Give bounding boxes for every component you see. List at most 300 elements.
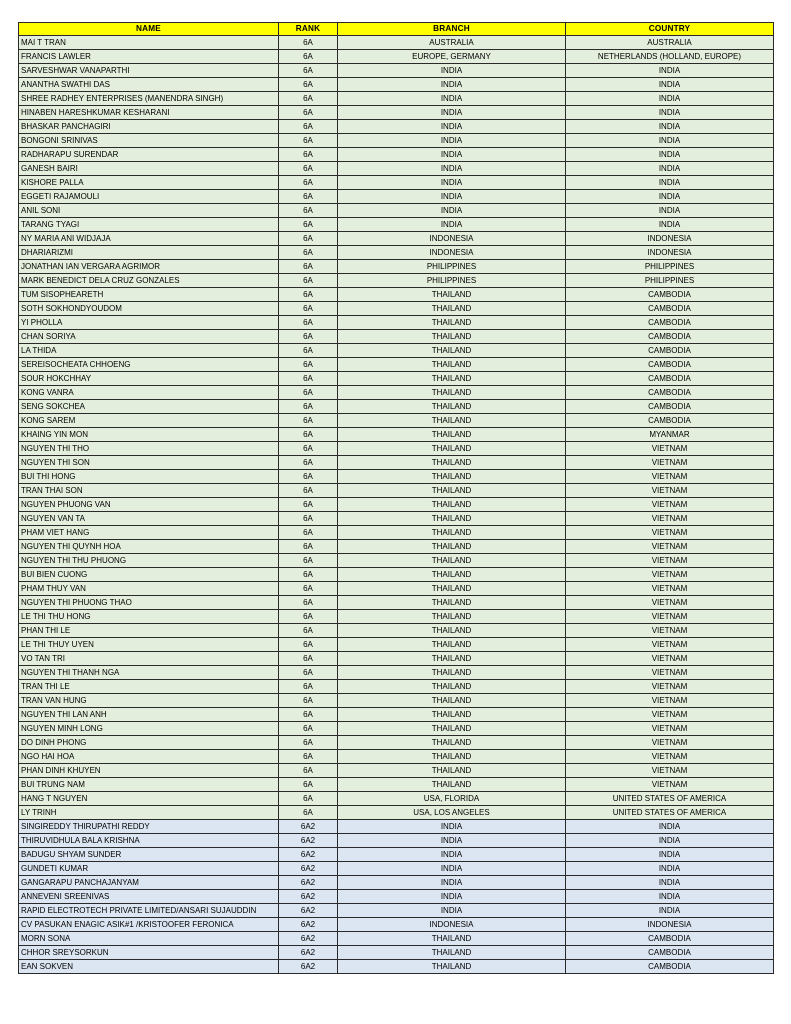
cell-branch[interactable]: THAILAND: [338, 694, 566, 708]
cell-rank[interactable]: 6A: [279, 400, 338, 414]
cell-name[interactable]: NGUYEN THI LAN ANH: [19, 708, 279, 722]
cell-country[interactable]: INDIA: [566, 218, 774, 232]
cell-branch[interactable]: THAILAND: [338, 372, 566, 386]
cell-branch[interactable]: THAILAND: [338, 750, 566, 764]
table-row[interactable]: [19, 204, 774, 218]
cell-name[interactable]: ANNEVENI SREENIVAS: [19, 890, 279, 904]
cell-country[interactable]: PHILIPPINES: [566, 260, 774, 274]
cell-branch[interactable]: THAILAND: [338, 946, 566, 960]
cell-branch[interactable]: THAILAND: [338, 764, 566, 778]
table-row[interactable]: [19, 400, 774, 414]
cell-rank[interactable]: 6A2: [279, 820, 338, 834]
cell-rank[interactable]: 6A2: [279, 834, 338, 848]
cell-branch[interactable]: EUROPE, GERMANY: [338, 50, 566, 64]
cell-rank[interactable]: 6A: [279, 694, 338, 708]
cell-country[interactable]: VIETNAM: [566, 470, 774, 484]
table-row[interactable]: [19, 904, 774, 918]
cell-branch[interactable]: INDIA: [338, 120, 566, 134]
cell-branch[interactable]: THAILAND: [338, 722, 566, 736]
cell-rank[interactable]: 6A: [279, 176, 338, 190]
cell-country[interactable]: INDIA: [566, 890, 774, 904]
cell-country[interactable]: VIETNAM: [566, 526, 774, 540]
cell-branch[interactable]: THAILAND: [338, 526, 566, 540]
cell-name[interactable]: BUI TRUNG NAM: [19, 778, 279, 792]
cell-country[interactable]: VIETNAM: [566, 624, 774, 638]
cell-name[interactable]: LE THI THU HONG: [19, 610, 279, 624]
cell-name[interactable]: TRAN VAN HUNG: [19, 694, 279, 708]
cell-name[interactable]: CHAN SORIYA: [19, 330, 279, 344]
cell-country[interactable]: VIETNAM: [566, 708, 774, 722]
cell-name[interactable]: VO TAN TRI: [19, 652, 279, 666]
cell-branch[interactable]: INDIA: [338, 64, 566, 78]
cell-rank[interactable]: 6A: [279, 554, 338, 568]
cell-country[interactable]: INDIA: [566, 876, 774, 890]
cell-rank[interactable]: 6A: [279, 582, 338, 596]
table-row[interactable]: [19, 848, 774, 862]
cell-country[interactable]: MYANMAR: [566, 428, 774, 442]
cell-country[interactable]: CAMBODIA: [566, 344, 774, 358]
cell-branch[interactable]: INDIA: [338, 204, 566, 218]
cell-country[interactable]: CAMBODIA: [566, 932, 774, 946]
cell-branch[interactable]: INDONESIA: [338, 246, 566, 260]
cell-branch[interactable]: THAILAND: [338, 428, 566, 442]
cell-branch[interactable]: INDONESIA: [338, 918, 566, 932]
cell-rank[interactable]: 6A: [279, 722, 338, 736]
cell-country[interactable]: INDIA: [566, 862, 774, 876]
cell-name[interactable]: SENG SOKCHEA: [19, 400, 279, 414]
table-row[interactable]: [19, 428, 774, 442]
cell-rank[interactable]: 6A: [279, 540, 338, 554]
cell-branch[interactable]: THAILAND: [338, 470, 566, 484]
cell-country[interactable]: VIETNAM: [566, 680, 774, 694]
cell-country[interactable]: CAMBODIA: [566, 330, 774, 344]
cell-rank[interactable]: 6A: [279, 624, 338, 638]
table-row[interactable]: [19, 442, 774, 456]
cell-name[interactable]: RADHARAPU SURENDAR: [19, 148, 279, 162]
cell-rank[interactable]: 6A: [279, 232, 338, 246]
cell-branch[interactable]: INDIA: [338, 848, 566, 862]
cell-country[interactable]: CAMBODIA: [566, 358, 774, 372]
cell-branch[interactable]: INDIA: [338, 134, 566, 148]
cell-branch[interactable]: THAILAND: [338, 344, 566, 358]
table-row[interactable]: [19, 792, 774, 806]
cell-name[interactable]: MORN SONA: [19, 932, 279, 946]
cell-rank[interactable]: 6A2: [279, 946, 338, 960]
cell-branch[interactable]: THAILAND: [338, 568, 566, 582]
cell-country[interactable]: INDIA: [566, 176, 774, 190]
cell-name[interactable]: TRAN THI LE: [19, 680, 279, 694]
table-row[interactable]: [19, 638, 774, 652]
cell-rank[interactable]: 6A: [279, 50, 338, 64]
cell-branch[interactable]: THAILAND: [338, 582, 566, 596]
table-row[interactable]: [19, 288, 774, 302]
cell-rank[interactable]: 6A: [279, 736, 338, 750]
table-row[interactable]: [19, 134, 774, 148]
table-row[interactable]: [19, 596, 774, 610]
cell-rank[interactable]: 6A: [279, 498, 338, 512]
cell-name[interactable]: FRANCIS LAWLER: [19, 50, 279, 64]
cell-name[interactable]: EAN SOKVEN: [19, 960, 279, 974]
table-row[interactable]: [19, 372, 774, 386]
table-row[interactable]: [19, 946, 774, 960]
cell-rank[interactable]: 6A: [279, 792, 338, 806]
table-row[interactable]: [19, 218, 774, 232]
cell-name[interactable]: NGUYEN PHUONG VAN: [19, 498, 279, 512]
table-row[interactable]: [19, 64, 774, 78]
cell-name[interactable]: HANG T NGUYEN: [19, 792, 279, 806]
cell-country[interactable]: VIETNAM: [566, 596, 774, 610]
cell-branch[interactable]: THAILAND: [338, 736, 566, 750]
cell-name[interactable]: BONGONI SRINIVAS: [19, 134, 279, 148]
table-row[interactable]: [19, 414, 774, 428]
table-row[interactable]: [19, 708, 774, 722]
cell-country[interactable]: VIETNAM: [566, 568, 774, 582]
cell-name[interactable]: NGUYEN THI QUYNH HOA: [19, 540, 279, 554]
table-row[interactable]: [19, 960, 774, 974]
cell-country[interactable]: CAMBODIA: [566, 302, 774, 316]
cell-name[interactable]: NY MARIA ANI WIDJAJA: [19, 232, 279, 246]
cell-branch[interactable]: THAILAND: [338, 386, 566, 400]
cell-name[interactable]: SEREISOCHEATA CHHOENG: [19, 358, 279, 372]
cell-branch[interactable]: INDIA: [338, 876, 566, 890]
cell-name[interactable]: KHAING YIN MON: [19, 428, 279, 442]
cell-name[interactable]: MAI T TRAN: [19, 36, 279, 50]
cell-branch[interactable]: THAILAND: [338, 596, 566, 610]
cell-name[interactable]: GUNDETI KUMAR: [19, 862, 279, 876]
cell-name[interactable]: NGUYEN THI THANH NGA: [19, 666, 279, 680]
cell-country[interactable]: CAMBODIA: [566, 400, 774, 414]
cell-name[interactable]: THIRUVIDHULA BALA KRISHNA: [19, 834, 279, 848]
cell-country[interactable]: VIETNAM: [566, 694, 774, 708]
table-row[interactable]: [19, 918, 774, 932]
cell-rank[interactable]: 6A2: [279, 848, 338, 862]
cell-name[interactable]: BUI BIEN CUONG: [19, 568, 279, 582]
cell-name[interactable]: SINGIREDDY THIRUPATHI REDDY: [19, 820, 279, 834]
cell-branch[interactable]: INDIA: [338, 92, 566, 106]
cell-name[interactable]: ANANTHA SWATHI DAS: [19, 78, 279, 92]
cell-rank[interactable]: 6A2: [279, 890, 338, 904]
table-row[interactable]: [19, 190, 774, 204]
cell-name[interactable]: YI PHOLLA: [19, 316, 279, 330]
cell-rank[interactable]: 6A: [279, 428, 338, 442]
cell-branch[interactable]: INDIA: [338, 190, 566, 204]
table-row[interactable]: [19, 512, 774, 526]
cell-branch[interactable]: THAILAND: [338, 554, 566, 568]
cell-name[interactable]: TARANG TYAGI: [19, 218, 279, 232]
cell-country[interactable]: INDIA: [566, 92, 774, 106]
cell-country[interactable]: VIETNAM: [566, 736, 774, 750]
cell-rank[interactable]: 6A: [279, 568, 338, 582]
cell-name[interactable]: LY TRINH: [19, 806, 279, 820]
cell-branch[interactable]: THAILAND: [338, 680, 566, 694]
cell-rank[interactable]: 6A: [279, 92, 338, 106]
cell-rank[interactable]: 6A: [279, 414, 338, 428]
cell-branch[interactable]: THAILAND: [338, 330, 566, 344]
cell-country[interactable]: INDIA: [566, 820, 774, 834]
cell-rank[interactable]: 6A2: [279, 960, 338, 974]
cell-country[interactable]: CAMBODIA: [566, 386, 774, 400]
table-row[interactable]: [19, 568, 774, 582]
cell-branch[interactable]: THAILAND: [338, 652, 566, 666]
table-row[interactable]: [19, 470, 774, 484]
cell-branch[interactable]: INDIA: [338, 890, 566, 904]
table-row[interactable]: [19, 274, 774, 288]
table-row[interactable]: [19, 820, 774, 834]
cell-name[interactable]: RAPID ELECTROTECH PRIVATE LIMITED/ANSARI SUJAUDDIN: [19, 904, 279, 918]
cell-rank[interactable]: 6A: [279, 134, 338, 148]
cell-branch[interactable]: INDIA: [338, 218, 566, 232]
cell-branch[interactable]: THAILAND: [338, 316, 566, 330]
cell-country[interactable]: CAMBODIA: [566, 372, 774, 386]
cell-country[interactable]: AUSTRALIA: [566, 36, 774, 50]
cell-country[interactable]: INDIA: [566, 148, 774, 162]
table-row[interactable]: [19, 358, 774, 372]
cell-rank[interactable]: 6A: [279, 778, 338, 792]
cell-rank[interactable]: 6A: [279, 456, 338, 470]
column-header-country[interactable]: COUNTRY: [566, 23, 774, 36]
table-row[interactable]: [19, 120, 774, 134]
column-header-name[interactable]: NAME: [19, 23, 279, 36]
cell-rank[interactable]: 6A2: [279, 904, 338, 918]
cell-branch[interactable]: USA, FLORIDA: [338, 792, 566, 806]
cell-country[interactable]: VIETNAM: [566, 498, 774, 512]
cell-branch[interactable]: THAILAND: [338, 498, 566, 512]
cell-country[interactable]: INDIA: [566, 162, 774, 176]
cell-name[interactable]: SARVESHWAR VANAPARTHI: [19, 64, 279, 78]
cell-rank[interactable]: 6A: [279, 358, 338, 372]
cell-branch[interactable]: THAILAND: [338, 960, 566, 974]
cell-name[interactable]: SOTH SOKHONDYOUDOM: [19, 302, 279, 316]
cell-rank[interactable]: 6A2: [279, 862, 338, 876]
table-row[interactable]: [19, 386, 774, 400]
cell-name[interactable]: TUM SISOPHEARETH: [19, 288, 279, 302]
cell-branch[interactable]: THAILAND: [338, 400, 566, 414]
cell-name[interactable]: PHAN DINH KHUYEN: [19, 764, 279, 778]
table-row[interactable]: [19, 484, 774, 498]
cell-country[interactable]: CAMBODIA: [566, 316, 774, 330]
cell-rank[interactable]: 6A: [279, 680, 338, 694]
table-row[interactable]: [19, 78, 774, 92]
cell-branch[interactable]: INDIA: [338, 904, 566, 918]
table-row[interactable]: [19, 778, 774, 792]
cell-rank[interactable]: 6A: [279, 148, 338, 162]
cell-country[interactable]: VIETNAM: [566, 638, 774, 652]
cell-country[interactable]: VIETNAM: [566, 442, 774, 456]
cell-rank[interactable]: 6A: [279, 218, 338, 232]
cell-country[interactable]: CAMBODIA: [566, 960, 774, 974]
cell-name[interactable]: GANGARAPU PANCHAJANYAM: [19, 876, 279, 890]
table-row[interactable]: [19, 666, 774, 680]
cell-rank[interactable]: 6A: [279, 302, 338, 316]
cell-rank[interactable]: 6A: [279, 708, 338, 722]
table-row[interactable]: [19, 456, 774, 470]
cell-name[interactable]: TRAN THAI SON: [19, 484, 279, 498]
cell-rank[interactable]: 6A: [279, 120, 338, 134]
cell-rank[interactable]: 6A: [279, 274, 338, 288]
table-row[interactable]: [19, 750, 774, 764]
table-row[interactable]: [19, 106, 774, 120]
cell-name[interactable]: SOUR HOKCHHAY: [19, 372, 279, 386]
cell-branch[interactable]: INDONESIA: [338, 232, 566, 246]
cell-country[interactable]: UNITED STATES OF AMERICA: [566, 792, 774, 806]
cell-country[interactable]: VIETNAM: [566, 540, 774, 554]
cell-country[interactable]: INDIA: [566, 120, 774, 134]
cell-name[interactable]: CHHOR SREYSORKUN: [19, 946, 279, 960]
cell-country[interactable]: CAMBODIA: [566, 946, 774, 960]
table-row[interactable]: [19, 834, 774, 848]
cell-branch[interactable]: THAILAND: [338, 666, 566, 680]
cell-branch[interactable]: THAILAND: [338, 932, 566, 946]
cell-branch[interactable]: INDIA: [338, 148, 566, 162]
cell-name[interactable]: CV PASUKAN ENAGIC ASIK#1 /KRISTOOFER FERONICA: [19, 918, 279, 932]
cell-name[interactable]: NGUYEN THI SON: [19, 456, 279, 470]
cell-rank[interactable]: 6A: [279, 344, 338, 358]
cell-branch[interactable]: THAILAND: [338, 610, 566, 624]
cell-branch[interactable]: THAILAND: [338, 456, 566, 470]
column-header-rank[interactable]: RANK: [279, 23, 338, 36]
cell-name[interactable]: DO DINH PHONG: [19, 736, 279, 750]
table-row[interactable]: [19, 722, 774, 736]
cell-rank[interactable]: 6A: [279, 596, 338, 610]
table-row[interactable]: [19, 736, 774, 750]
cell-country[interactable]: CAMBODIA: [566, 288, 774, 302]
table-row[interactable]: [19, 806, 774, 820]
cell-country[interactable]: INDIA: [566, 78, 774, 92]
table-row[interactable]: [19, 498, 774, 512]
cell-branch[interactable]: INDIA: [338, 862, 566, 876]
cell-rank[interactable]: 6A: [279, 316, 338, 330]
cell-rank[interactable]: 6A: [279, 638, 338, 652]
cell-country[interactable]: VIETNAM: [566, 582, 774, 596]
cell-branch[interactable]: THAILAND: [338, 540, 566, 554]
cell-rank[interactable]: 6A: [279, 288, 338, 302]
cell-name[interactable]: JONATHAN IAN VERGARA AGRIMOR: [19, 260, 279, 274]
cell-rank[interactable]: 6A: [279, 806, 338, 820]
cell-country[interactable]: VIETNAM: [566, 750, 774, 764]
cell-name[interactable]: PHAN THI LE: [19, 624, 279, 638]
cell-rank[interactable]: 6A: [279, 106, 338, 120]
cell-name[interactable]: NGUYEN MINH LONG: [19, 722, 279, 736]
table-row[interactable]: [19, 92, 774, 106]
table-row[interactable]: [19, 610, 774, 624]
table-row[interactable]: [19, 260, 774, 274]
cell-country[interactable]: VIETNAM: [566, 456, 774, 470]
cell-branch[interactable]: INDIA: [338, 820, 566, 834]
cell-country[interactable]: VIETNAM: [566, 722, 774, 736]
cell-rank[interactable]: 6A: [279, 260, 338, 274]
cell-country[interactable]: VIETNAM: [566, 484, 774, 498]
cell-name[interactable]: PHAM THUY VAN: [19, 582, 279, 596]
table-row[interactable]: [19, 694, 774, 708]
cell-name[interactable]: LE THI THUY UYEN: [19, 638, 279, 652]
table-row[interactable]: [19, 148, 774, 162]
cell-name[interactable]: BHASKAR PANCHAGIRI: [19, 120, 279, 134]
cell-rank[interactable]: 6A: [279, 330, 338, 344]
cell-branch[interactable]: PHILIPPINES: [338, 260, 566, 274]
cell-name[interactable]: NGUYEN VAN TA: [19, 512, 279, 526]
table-row[interactable]: [19, 36, 774, 50]
cell-country[interactable]: INDIA: [566, 106, 774, 120]
table-row[interactable]: [19, 554, 774, 568]
cell-country[interactable]: VIETNAM: [566, 610, 774, 624]
cell-name[interactable]: SHREE RADHEY ENTERPRISES (MANENDRA SINGH): [19, 92, 279, 106]
table-row[interactable]: [19, 162, 774, 176]
cell-country[interactable]: INDONESIA: [566, 232, 774, 246]
cell-country[interactable]: VIETNAM: [566, 764, 774, 778]
table-row[interactable]: [19, 50, 774, 64]
cell-country[interactable]: VIETNAM: [566, 554, 774, 568]
cell-rank[interactable]: 6A: [279, 246, 338, 260]
cell-name[interactable]: NGO HAI HOA: [19, 750, 279, 764]
cell-branch[interactable]: THAILAND: [338, 624, 566, 638]
cell-rank[interactable]: 6A: [279, 764, 338, 778]
cell-name[interactable]: KISHORE PALLA: [19, 176, 279, 190]
table-row[interactable]: [19, 890, 774, 904]
cell-branch[interactable]: INDIA: [338, 78, 566, 92]
table-row[interactable]: [19, 344, 774, 358]
cell-branch[interactable]: AUSTRALIA: [338, 36, 566, 50]
cell-name[interactable]: ANIL SONI: [19, 204, 279, 218]
table-row[interactable]: [19, 330, 774, 344]
table-row[interactable]: [19, 876, 774, 890]
cell-name[interactable]: DHARIARIZMI: [19, 246, 279, 260]
cell-rank[interactable]: 6A: [279, 372, 338, 386]
table-row[interactable]: [19, 540, 774, 554]
table-row[interactable]: [19, 680, 774, 694]
cell-country[interactable]: INDIA: [566, 190, 774, 204]
table-row[interactable]: [19, 316, 774, 330]
cell-rank[interactable]: 6A: [279, 652, 338, 666]
cell-rank[interactable]: 6A: [279, 78, 338, 92]
cell-country[interactable]: INDIA: [566, 834, 774, 848]
cell-name[interactable]: KONG SAREM: [19, 414, 279, 428]
column-header-branch[interactable]: BRANCH: [338, 23, 566, 36]
cell-rank[interactable]: 6A: [279, 442, 338, 456]
table-row[interactable]: [19, 652, 774, 666]
cell-name[interactable]: HINABEN HARESHKUMAR KESHARANI: [19, 106, 279, 120]
cell-rank[interactable]: 6A: [279, 750, 338, 764]
cell-name[interactable]: EGGETI RAJAMOULI: [19, 190, 279, 204]
cell-branch[interactable]: THAILAND: [338, 302, 566, 316]
cell-branch[interactable]: INDIA: [338, 162, 566, 176]
table-row[interactable]: [19, 302, 774, 316]
cell-branch[interactable]: THAILAND: [338, 484, 566, 498]
cell-name[interactable]: NGUYEN THI THO: [19, 442, 279, 456]
cell-branch[interactable]: PHILIPPINES: [338, 274, 566, 288]
cell-rank[interactable]: 6A2: [279, 918, 338, 932]
cell-rank[interactable]: 6A: [279, 64, 338, 78]
cell-branch[interactable]: THAILAND: [338, 358, 566, 372]
cell-branch[interactable]: THAILAND: [338, 414, 566, 428]
cell-name[interactable]: BADUGU SHYAM SUNDER: [19, 848, 279, 862]
cell-name[interactable]: NGUYEN THI PHUONG THAO: [19, 596, 279, 610]
cell-rank[interactable]: 6A: [279, 36, 338, 50]
cell-branch[interactable]: THAILAND: [338, 638, 566, 652]
table-row[interactable]: [19, 764, 774, 778]
cell-country[interactable]: INDIA: [566, 134, 774, 148]
cell-name[interactable]: BUI THI HONG: [19, 470, 279, 484]
cell-name[interactable]: KONG VANRA: [19, 386, 279, 400]
table-row[interactable]: [19, 526, 774, 540]
cell-branch[interactable]: THAILAND: [338, 442, 566, 456]
cell-country[interactable]: INDONESIA: [566, 246, 774, 260]
table-row[interactable]: [19, 582, 774, 596]
table-row[interactable]: [19, 932, 774, 946]
cell-rank[interactable]: 6A: [279, 610, 338, 624]
cell-branch[interactable]: THAILAND: [338, 512, 566, 526]
cell-country[interactable]: INDIA: [566, 204, 774, 218]
cell-branch[interactable]: USA, LOS ANGELES: [338, 806, 566, 820]
